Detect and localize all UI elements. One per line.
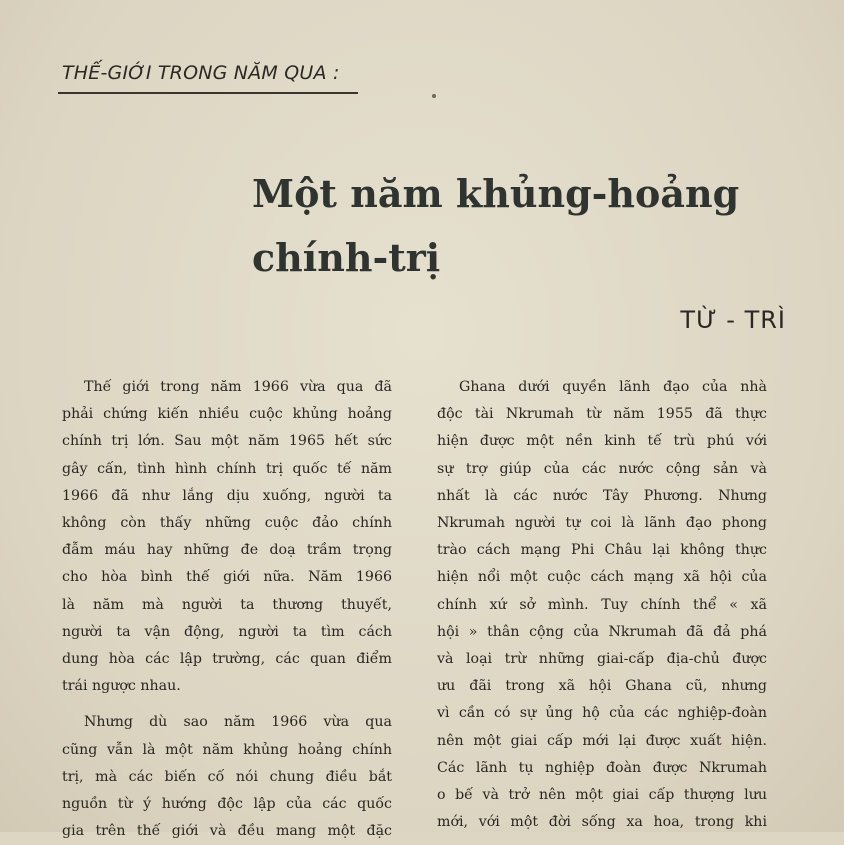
headline-line-1: Một năm khủng-hoảng — [252, 171, 740, 216]
text-line: Các lãnh tụ nghiệp đoàn được Nkrumah — [437, 759, 767, 776]
text-line: hiện nổi một cuộc cách mạng xã hội của — [437, 569, 767, 586]
headline-line-2: chính-trị — [252, 235, 441, 280]
text-line: không còn thấy những cuộc đảo chính — [62, 515, 392, 532]
text-line: phải chứng kiến nhiều cuộc khủng hoảng — [62, 406, 392, 423]
text-line: vì cần có sự ủng hộ của các nghiệp-đoàn — [437, 705, 767, 722]
text-line: Nhưng dù sao năm 1966 vừa qua — [84, 714, 392, 731]
text-line: hiện được một nền kinh tế trù phú với — [437, 433, 767, 450]
text-line: Nkrumah người tự coi là lãnh đạo phong — [437, 515, 767, 532]
text-line: Ghana dưới quyền lãnh đạo của nhà — [459, 379, 767, 395]
text-line: trào cách mạng Phi Châu lại không thực — [437, 542, 767, 559]
text-line: nguồn từ ý hướng độc lập của các quốc — [62, 796, 392, 813]
text-line: dung hòa các lập trường, các quan điểm — [62, 651, 392, 668]
text-line: 1966 đã như lắng dịu xuống, người ta — [62, 487, 392, 504]
text-line: gia trên thế giới và đều mang một đặc — [62, 823, 392, 840]
author-byline: TỪ - TRÌ — [680, 306, 786, 334]
text-line: chính xứ sở mình. Tuy chính thể « xã — [437, 596, 767, 613]
text-line: Thế giới trong năm 1966 vừa qua đã — [84, 379, 392, 395]
text-line: hội » thân cộng của Nkrumah đã đả phá — [437, 623, 767, 640]
text-line: chính trị lớn. Sau một năm 1965 hết sức — [62, 433, 392, 450]
paragraph-gap — [62, 700, 392, 709]
text-line: độc tài Nkrumah từ năm 1955 đã thực — [437, 406, 767, 423]
text-line: cho hòa bình thế giới nữa. Năm 1966 — [62, 569, 392, 586]
text-line: trái ngược nhau. — [62, 678, 181, 695]
text-line: trị, mà các biến cố nói chung điều bắt — [62, 768, 392, 785]
text-line: đẫm máu hay những đe doạ trầm trọng — [62, 542, 392, 559]
text-line: ưu đãi trong xã hội Ghana cũ, nhưng — [437, 678, 767, 695]
paper-speck — [432, 94, 436, 98]
text-line: người ta vận động, người ta tìm cách — [62, 623, 392, 640]
right-column — [437, 374, 767, 836]
text-line: mới, với một đời sống xa hoa, trong khi — [437, 814, 767, 831]
text-line: nên một giai cấp mới lại được xuất hiện. — [437, 732, 767, 749]
section-underline — [58, 92, 358, 94]
text-line: và loại trừ những giai-cấp địa-chủ được — [437, 651, 767, 668]
article-headline — [252, 162, 822, 290]
text-line: là năm mà người ta thương thuyết, — [62, 596, 392, 613]
text-line: o bế và trở nên một giai cấp thượng lưu — [437, 787, 767, 804]
text-line: gây cấn, tình hình chính trị quốc tế năm — [62, 460, 392, 477]
section-label: THẾ-GIỚI TRONG NĂM QUA : — [62, 62, 340, 84]
text-line: sự trợ giúp của các nước cộng sản và — [437, 460, 767, 477]
text-line: cũng vẫn là một năm khủng hoảng chính — [62, 741, 392, 758]
text-line: nhất là các nước Tây Phương. Nhưng — [437, 487, 767, 504]
left-column — [62, 374, 392, 845]
